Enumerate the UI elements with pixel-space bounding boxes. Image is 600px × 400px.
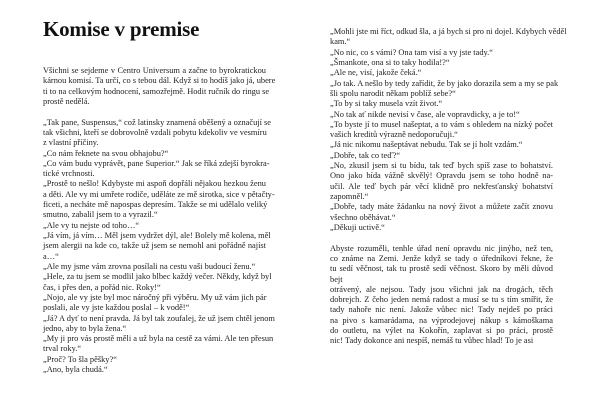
paragraph [43, 272, 272, 293]
text-line: „To byste jí to musel našeptat, a to vám s ohledem na nízký počet [330, 119, 553, 129]
text-line: „Tak pane, Suspensus,“ což latinsky znamená oběšený a označují se [43, 117, 272, 127]
text-line: čas, i přes den, a pořád nic. Roky!“ [43, 282, 161, 292]
paragraph-gap [43, 107, 266, 117]
text-line: „My ji pro vás prostě měli a už byla na cestě za vámi. Ale ten přesun [43, 334, 274, 344]
paragraph [43, 365, 266, 375]
paragraph [43, 262, 266, 272]
text-line: Všichni se sejdeme v Centro Universum a začne to byrokratickou [43, 66, 266, 75]
text-line: „Jo tak. A nešlo by tedy zařídit, že by jako dorazila sem a my se pak [330, 78, 559, 88]
text-line: „Hele, za tu jsem se modlil jako blbec každý večer. Někdy, když byl [43, 272, 272, 282]
text-line: „To by si taky musela vzít život.“ [330, 99, 443, 109]
paragraph [330, 68, 553, 78]
paragraph [330, 161, 553, 202]
text-line: „Já vím, já vím… Měl jsem vydržet dýl, ale! Bolely mě kolena, měl [43, 231, 271, 240]
text-line: zapomněl.“ [330, 192, 369, 201]
paragraph [43, 334, 274, 355]
paragraph [43, 231, 271, 262]
paragraph [43, 149, 266, 159]
text-line: „Co nám řeknete na svou obhajobu?“ [43, 148, 169, 158]
text-line: „Proč? To šla pěšky?“ [43, 354, 117, 364]
right-page [300, 0, 600, 400]
text-line: tak všichni, kteří se dobrovolně vzdali pobytu kdekoliv ve vesmíru [43, 127, 267, 137]
text-line: otrávený, ale nejsou. Tady jsou všichni jak na drogách, těch [330, 284, 553, 294]
text-line: tu sedí věčnost, tak tu prostě sedí věčnost. Skoro by měli důvod [330, 264, 553, 274]
paragraph [330, 110, 553, 120]
paragraph [43, 179, 275, 220]
text-line: „Co vám budu vyprávět, pane Superior.“ Jak se říká zdejší byrokra- [43, 158, 270, 168]
right-page-text [330, 27, 567, 347]
paragraph [330, 120, 553, 141]
text-line: kárnou komisí. Ta určí, co s tebou dál. Když si to hodíš jako já, ubere [43, 76, 276, 86]
paragraph [330, 140, 553, 150]
paragraph [43, 66, 276, 107]
text-line: „Ano, byla chudá.“ [43, 365, 108, 375]
paragraph [330, 223, 553, 233]
text-line: „Mohli jste mi říct, odkud šla, a já bych si pro ni dojel. Kdybych věděl [330, 27, 567, 36]
text-line: „Ale ne, visí, jakože čeká.“ [330, 68, 422, 78]
paragraph [330, 151, 553, 161]
paragraph [330, 285, 553, 347]
text-line: do outletu, na výlet na Kokořín, zaplavat si po práci, prostě [330, 326, 553, 336]
text-line: „Dobře, tak co teď?“ [330, 150, 401, 160]
text-line: „No nic, co s vámi? Ona tam visí a vy jste tady.“ [330, 47, 493, 57]
text-line: na pivo s kamarádama, na výprodejovej nákup s kámoškama [330, 315, 553, 325]
paragraph [43, 355, 266, 365]
paragraph [43, 117, 272, 149]
text-line: tické vrchnosti. [43, 169, 95, 179]
text-line: poslali, ale vy jste každou poslal – k vodě!“ [43, 303, 190, 313]
paragraph [330, 202, 553, 223]
chapter-title: Komise v premise [43, 17, 200, 41]
text-line: smutno, zabalil jsem to a vyrazil.“ [43, 210, 158, 220]
text-line: trval roky.“ [43, 344, 82, 354]
paragraph [330, 78, 559, 100]
paragraph [330, 48, 553, 58]
text-line: vašich kreditů výrazně nedoporučuji.“ [330, 130, 458, 140]
text-line: kam.“ [330, 37, 351, 47]
text-line: z vlastní příčiny. [43, 138, 99, 148]
text-line: „Šmankote, ona si to taky hodila!?“ [330, 57, 450, 67]
paragraph [330, 244, 553, 285]
paragraph [43, 313, 275, 335]
paragraph [43, 158, 270, 180]
text-line: dobrejch. Z čeho jeden nemá radost a musí se tu s tím smířit, že [330, 295, 553, 305]
paragraph [43, 293, 266, 314]
text-line: „No, zkusil jsem si tu bídu, tak teď bych spíš zase to bohatství. [330, 161, 553, 171]
text-line: jsem alergii na kde co, takže už jsem se nemohl ani pořádně najíst [43, 241, 266, 251]
text-line: prostě nedělá. [43, 96, 90, 106]
text-line: a děti. Ale vy mi umřete rodiče, uděláte ze mě sirotka, sice v pětačty- [43, 189, 275, 199]
text-line: nic! Tady dokonce ani nespíš, nemáš tu vůbec hlad! To je asi [330, 336, 534, 346]
text-line: „Ale my jsme vám zrovna posílali na cestu vaši budoucí ženu.“ [43, 261, 256, 271]
text-line: „Já nic nikomu našeptávat nebudu. Tak se jí holt vzdám.“ [330, 140, 523, 150]
text-line: všechno oběhávat.“ [330, 212, 396, 222]
text-line: „Nojo, ale vy jste byl moc náročný při výběru. My už vám jich pár [43, 292, 267, 302]
text-line: jedno, aby to byla žena.“ [43, 323, 127, 333]
text-line: „Ale vy tu nejste od toho…“ [43, 220, 140, 230]
paragraph [330, 27, 567, 48]
text-line: Ono jako bída vážně skvělý! Opravdu jsem se toho hodně na- [330, 171, 553, 181]
text-line: „Děkuji uctivě.“ [330, 222, 385, 232]
text-line: tady nahoře nic není. Jakože vůbec nic! Tady nejdeš po práci [330, 305, 553, 315]
paragraph-gap [330, 233, 553, 243]
text-line: ti to na celkovým hodnocení, samozřejmě. Hodit ručník do ringu se [43, 86, 270, 96]
text-line: bejt [330, 274, 343, 284]
text-line: „No tak ať nikde nevisí v čase, ale vopravdicky, a je to!“ [330, 109, 520, 119]
text-line: učil. Ale teď bych pár věcí klidně pro nekřesťanský bohatství [330, 181, 553, 191]
left-page-text [43, 66, 276, 375]
paragraph [330, 99, 553, 109]
text-line: ficeti, a necháte mě napospas depresím. Takže se mi udělalo veliký [43, 200, 268, 210]
text-line: co známe na Zemi. Jenže když se tady o úředníkovi řekne, že [330, 253, 553, 263]
paragraph [43, 221, 266, 231]
text-line: šli spolu narodit někam poblíž sebe?“ [330, 88, 456, 98]
text-line: Abyste rozuměli, tenhle úřad není opravdu nic jinýho, než ten, [330, 243, 553, 253]
paragraph [330, 58, 553, 68]
text-line: „Dobře, tady máte žádanku na nový život a můžete začít znovu [330, 202, 553, 212]
text-line: a…“ [43, 251, 59, 261]
text-line: „Prostě to nešlo! Kdybyste mi aspoň dopřáli nějakou hezkou ženu [43, 179, 266, 189]
text-line: „Já? A dyť to není pravda. Já byl tak zoufalej, že už jsem chtěl jenom [43, 313, 275, 323]
